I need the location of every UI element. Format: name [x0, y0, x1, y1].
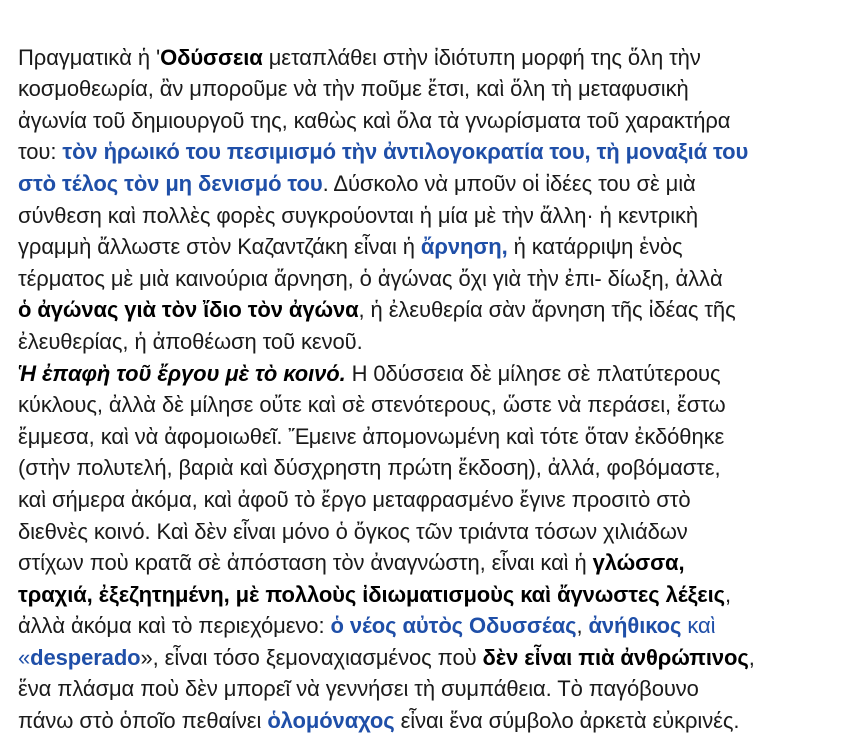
text-span: Η 0δύσσεια δὲ μίλησε σὲ πλατύτερους κύκλους, ἀλλὰ δὲ μίλησε οὔτε καὶ σὲ στενότερους, ὥστε νὰ περάσει, ἔστω ἔμμεσα, καὶ νὰ ἀφομοιωθεῖ. Ἔμεινε ἀπομονωμένη καὶ τότε ὅταν ἐκδόθηκε (στὴν πολυτελή, βαριὰ καὶ δύσχρηστη πρώτη ἔκδοση), ἀλλά, φοβόμαστε, καὶ σήμερα ἀκόμα, καὶ ἀφοῦ τὸ ἔργο μεταφρασμένο ἔγινε προσιτὸ στὸ διεθνὲς κοινό. Καὶ δὲν εἶναι μόνο ὁ ὄγκος τῶν τριάντα τόσων χιλιάδων στίχων ποὺ κρατᾶ σὲ ἀπόσταση τὸν ἀναγνώστη, εἶναι καὶ ἡ [18, 360, 726, 576]
highlight-desperado: desperado [30, 644, 141, 670]
section-heading-contact-with-public: Ἡ ἐπαφὴ τοῦ ἔργου μὲ τὸ κοινό. [18, 360, 346, 386]
highlight-all-alone: ὁλομόναχος [267, 708, 395, 734]
text-span: . Δύσκολο νὰ μποῦν οἱ ἰδέες του σὲ μιὰ σύνθεση καὶ πολλὲς φορὲς συγκρούονται ἡ μία μὲ τὴν ἄλλη· ἡ κεντρικὴ γραμμὴ ἄλλωστε στὸν Καζαντζάκη εἶναι ἡ [18, 170, 699, 260]
text-span: , ἡ ἐλευθερία σὰν ἄρνηση τῆς ἰδέας τῆς ἐλευθερίας, ἡ ἀποθέωση τοῦ κενοῦ. [18, 297, 736, 354]
text-span: , [576, 613, 589, 639]
text-span: , ἕνα πλάσμα ποὺ δὲν μπορεῖ νὰ γεννήσει τὴ συμπάθεια. Τὸ παγόβουνο πάνω στὸ ὁποῖο πεθαίνει [18, 644, 755, 734]
text-span: Πραγματικὰ ἡ ʹ [18, 44, 161, 70]
highlight-new-odysseus: ὁ νέος αὐτὸς Οδυσσέας [330, 613, 577, 639]
highlight-denial: ἄρνηση, [420, 234, 508, 260]
highlight-immoral: ἀνήθικος [588, 613, 682, 639]
highlight-heroic-pessimism: τὸν ἡρωικό του πεσιμισμό τὴν ἀντιλογοκρατία του, τὴ μοναξιά του στὸ τέλος τὸν μη δενισμό του [18, 139, 749, 196]
text-span: , ἀλλὰ ἀκόμα καὶ τὸ περιεχόμενο: [18, 581, 731, 639]
text-span: εἶναι ἕνα σύμβολο ἀρκετὰ εὐκρινές. [394, 708, 740, 734]
bold-language-description: γλώσσα, τραχιά, ἐξεζητημένη, μὲ πολλοὺς ἰδιωματισμοὺς καὶ ἄγνωστες λέξεις [18, 550, 725, 607]
text-span: ἡ κατάρριψη ἑνὸς τέρματος μὲ μιὰ καινούρια ἄρνηση, ὁ ἀγώνας ὄχι γιὰ τὴν ἐπι- δίωξη, ἀλλὰ [18, 234, 723, 291]
document-paragraph [18, 10, 838, 737]
highlight-and-quote: καὶ « [18, 613, 716, 670]
text-span: », εἶναι τόσο ξεμοναχιασμένος ποὺ [140, 644, 483, 670]
text-span: μεταπλάθει στὴν ἰδιότυπη μορφή της ὅλη τὴν κοσμοθεωρία, ἂν μποροῦμε νὰ τὴν ποῦμε ἔτσι, καὶ ὅλη τὴ μεταφυσικὴ ἀγωνία τοῦ δημιουργοῦ της, καθὼς καὶ ὅλα τὰ γνωρίσματα τοῦ χαρακτήρα του: [18, 44, 731, 165]
bold-no-longer-human: δὲν εἶναι πιὰ ἀνθρώπινος [482, 644, 749, 670]
odyssey-title-bold: Οδύσσεια [160, 44, 263, 70]
bold-struggle-for-struggle: ὁ ἀγώνας γιὰ τὸν ἴδιο τὸν ἀγώνα [18, 297, 359, 323]
